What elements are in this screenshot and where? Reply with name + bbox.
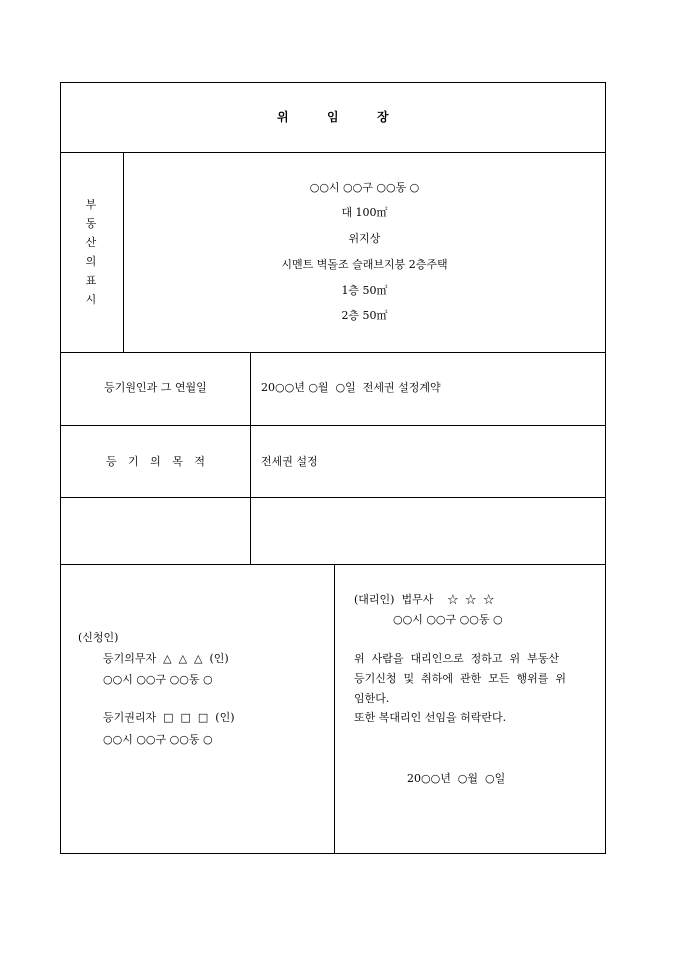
purpose-label: 등 기 의 목 적 [105,455,206,468]
agent-header: (대리인) 법무사 ☆ ☆ ☆ [354,593,495,606]
cause-label: 등기원인과 그 연월일 [104,381,207,394]
delegation-line: 임한다. [354,692,390,705]
border-left [60,82,61,854]
agent-address: ○○시 ○○구 ○○동 ○ [393,613,503,626]
delegation-line: 위 사람을 대리인으로 정하고 위 부동산 [354,652,559,665]
sub-agent-line: 또한 복대리인 선임을 허락란다. [354,711,507,724]
border-right [605,82,606,854]
property-label-char: 부 [85,198,97,211]
obligor-address: ○○시 ○○구 ○○동 ○ [103,673,213,686]
title-char: 위 [277,110,289,124]
title-char: 장 [377,110,389,124]
property-label-char: 시 [85,293,97,306]
divider-after-cause [60,425,606,426]
property-line: ○○시 ○○구 ○○동 ○ [309,181,420,194]
property-label-char: 의 [85,255,97,268]
holder-address: ○○시 ○○구 ○○동 ○ [103,733,213,746]
property-line: 시멘트 벽돌조 슬래브지붕 2층주택 [281,258,448,271]
divider-after-purpose [60,497,606,498]
cause-value: 20○○년 ○월 ○일 전세권 설정계약 [261,381,441,394]
delegation-line: 등기신청 및 취하에 관한 모든 행위를 위 [354,672,566,685]
property-label-char: 표 [85,274,97,287]
purpose-value: 전세권 설정 [261,455,318,468]
title-char: 임 [327,110,339,124]
divider-label-column [250,352,251,564]
obligor-line: 등기의무자 △ △ △ (인) [103,652,229,665]
holder-line: 등기권리자 □ □ □ (인) [103,711,235,724]
border-top [60,82,606,83]
property-label-char: 동 [85,217,97,230]
applicant-header: (신청인) [78,631,119,644]
property-label-char: 산 [85,236,97,249]
divider-after-property [60,352,606,353]
property-line: 대 100㎡ [341,206,388,219]
divider-after-empty [60,564,606,565]
property-line: 위지상 [348,232,381,245]
divider-signature-column [334,564,335,853]
delegation-date: 20○○년 ○월 ○일 [407,772,506,785]
property-label [81,195,101,309]
property-line: 1층 50㎡ [341,284,388,297]
divider-after-title [60,152,606,153]
border-bottom [60,853,606,854]
property-line: 2층 50㎡ [341,309,388,322]
